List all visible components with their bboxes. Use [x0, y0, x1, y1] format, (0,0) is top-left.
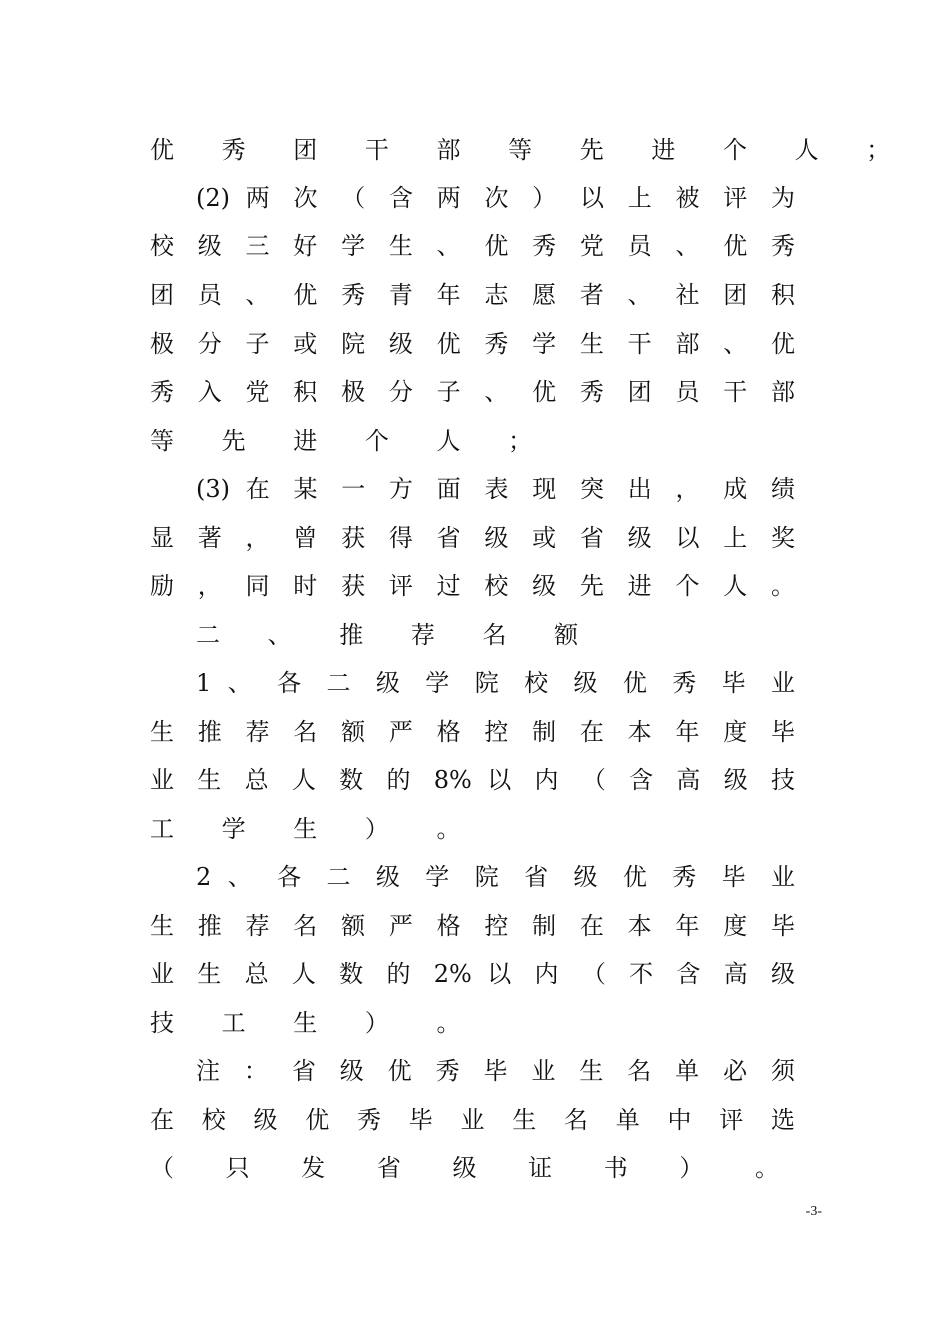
note-line-2: 在 校 级 优 秀 毕 业 生 名 单 中 评 选 [150, 1106, 795, 1134]
page-number: -3- [805, 1204, 822, 1219]
text-line-6: 秀 入 党 积 极 分 子 、 优 秀 团 员 干 部 [150, 378, 795, 406]
section-heading-recommendation-quota: 二 、 推 荐 名 额 [196, 621, 599, 649]
note-line-3: （ 只 发 省 级 证 书 ） 。 [150, 1154, 802, 1182]
text-line-9: 显 著 ， 曾 获 得 省 级 或 省 级 以 上 奖 [150, 524, 795, 552]
text-line-7: 等 先 进 个 人 ； [150, 427, 553, 455]
text-line-19: 技 工 生 ） 。 [150, 1009, 481, 1037]
note-line-1: 注 ： 省 级 优 秀 毕 业 生 名 单 必 须 [196, 1057, 795, 1085]
text-line-12: 1 、 各 二 级 学 院 校 级 优 秀 毕 业 [196, 669, 795, 697]
text-line-2: (2) 两 次 （ 含 两 次 ） 以 上 被 评 为 [196, 184, 795, 212]
text-line-4: 团 员 、 优 秀 青 年 志 愿 者 、 社 团 积 [150, 281, 795, 309]
text-line-13: 生 推 荐 名 额 严 格 控 制 在 本 年 度 毕 [150, 718, 795, 746]
text-line-18: 业 生 总 人 数 的 2% 以 内 （ 不 含 高 级 [150, 960, 795, 988]
text-line-1: 优 秀 团 干 部 等 先 进 个 人 ； [150, 136, 911, 164]
text-line-10: 励 ， 同 时 获 评 过 校 级 先 进 个 人 。 [150, 572, 795, 600]
text-line-15: 工 学 生 ） 。 [150, 815, 481, 843]
text-line-14: 业 生 总 人 数 的 8% 以 内 （ 含 高 级 技 [150, 766, 795, 794]
text-line-16: 2 、 各 二 级 学 院 省 级 优 秀 毕 业 [196, 863, 795, 891]
text-line-8: (3) 在 某 一 方 面 表 现 突 出 ， 成 绩 [196, 475, 795, 503]
text-line-5: 极 分 子 或 院 级 优 秀 学 生 干 部 、 优 [150, 330, 795, 358]
text-line-3: 校 级 三 好 学 生 、 优 秀 党 员 、 优 秀 [150, 232, 795, 260]
text-line-17: 生 推 荐 名 额 严 格 控 制 在 本 年 度 毕 [150, 912, 795, 940]
